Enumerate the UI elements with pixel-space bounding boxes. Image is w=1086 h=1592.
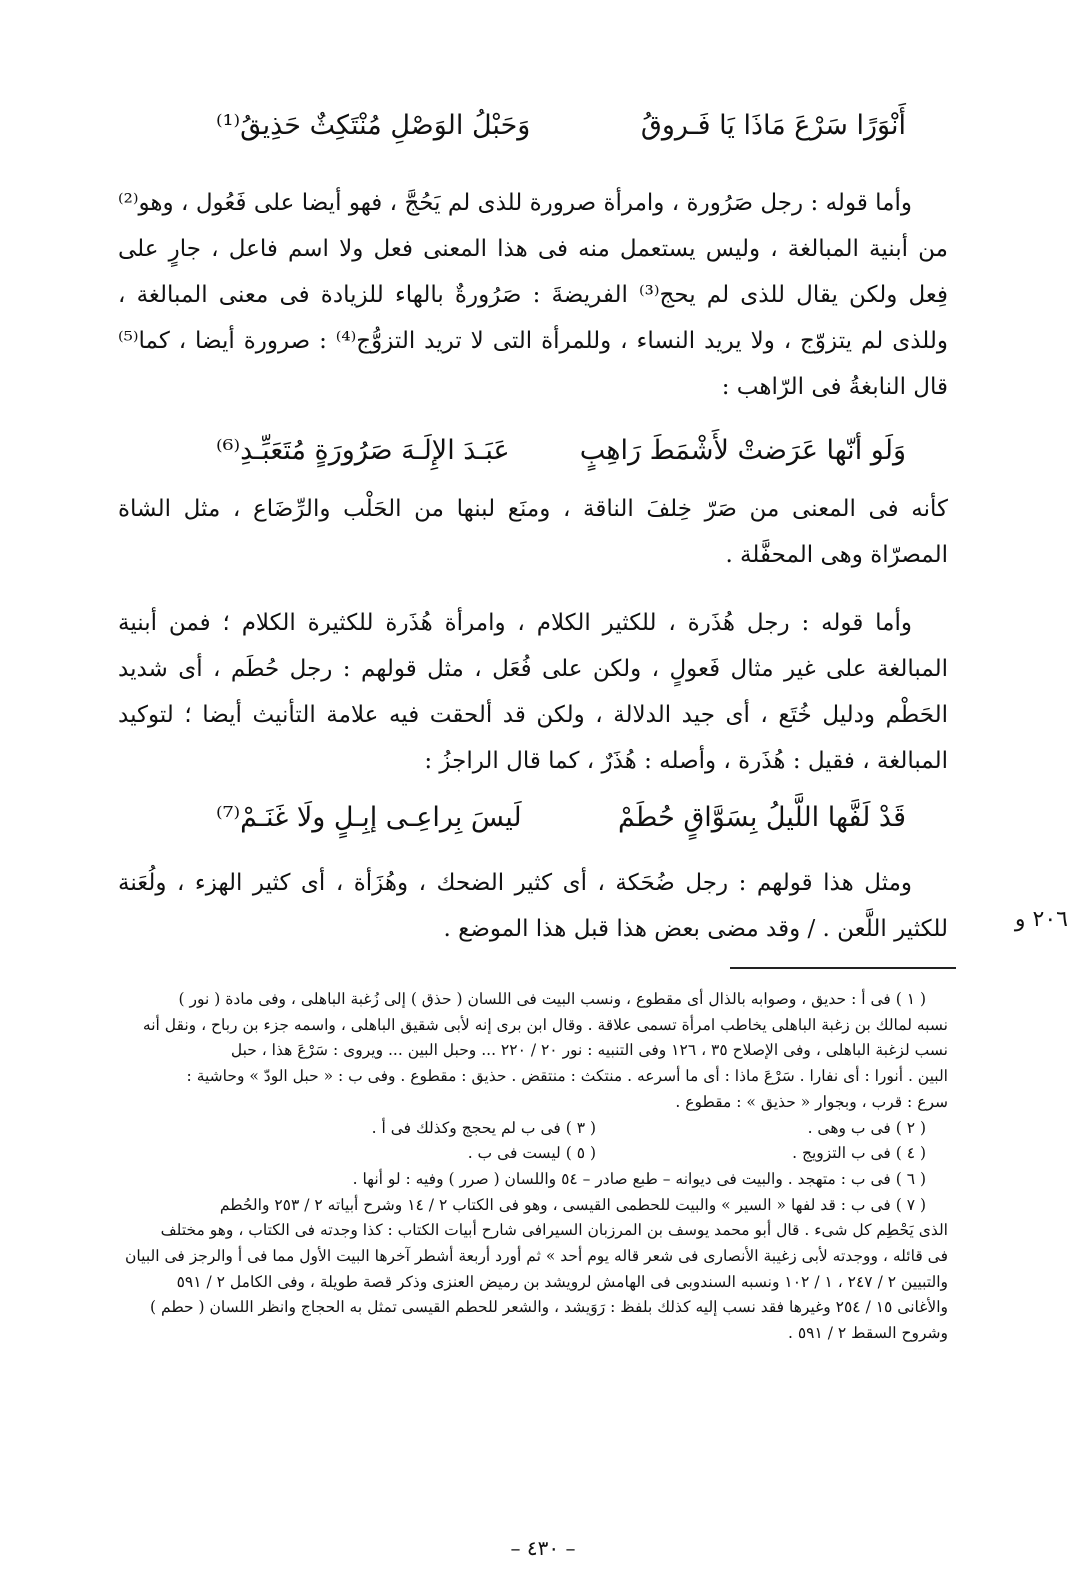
footnote-2: ( ٢ ) فى ب وهى . <box>807 1118 926 1137</box>
verse-2 <box>216 431 906 471</box>
footnote-7-line: والتبيين ٢ / ٢٤٧ ، ١ / ١٠٢ ونسبه السندوبى فى الهامش لرويشد بن رميض العنزى وذكر قصة طويلة ، وفى الكامل ٢ / ٥٩١ <box>176 1272 948 1291</box>
text-line: للكثير اللَّعن . / وقد مضى بعض هذا قبل هذا الموضع . <box>443 916 948 942</box>
footnote-pair <box>122 1116 948 1142</box>
text-line: وهى المحفَّلة . <box>725 542 863 568</box>
paragraph-duhaka <box>118 860 948 952</box>
text-line: وأما قوله : رجل صَرُورة ، وامرأة صرورة للذى لم يَحُجَّ ، فهو أيضا على فَعُول ، <box>181 190 912 216</box>
paragraph-hudhara <box>118 600 948 784</box>
footnote-5: ( ٥ ) ليست فى ب . <box>467 1144 596 1163</box>
footnote-pair <box>122 1141 948 1167</box>
footnote-3: ( ٣ ) فى ب لم يحجج وكذلك فى أ . <box>371 1118 596 1137</box>
text-line: كأنه فى المعنى من صَرّ خِلفَ الناقة ، ومنَع لبنها من الحَلْب والرِّضَاع ، مثل الشاة المصرّاة <box>118 496 948 568</box>
verse-3 <box>216 798 906 838</box>
text-line: هُذَرة ، وأصله : هُذَرٌ ، كما قال الراجزُ : <box>424 748 786 774</box>
verse-3-first-hemistich: قَدْ لَفَّها اللَّيلُ بِسَوَّاقٍ حُطَمْ <box>617 802 906 833</box>
footnote-7-line: ( ٧ ) فى ب : قد لفها « السير » والبيت للحطمى القيسى ، وهو فى الكتاب ٢ / ١٤ وشرح أبياته ٢ / ٢٥٣ والحُطم <box>219 1195 926 1214</box>
paragraph-musarrat <box>118 486 948 578</box>
footnote-1-line: البين . أنورا : أى نفارا . سَرْعَ ماذا : أى ما أسرعه . منتكث : منتقض . حذيق : مقطوع . وفى ب : « حبل الودّ » وحاشية : <box>186 1067 948 1086</box>
text-line: وأما قوله : رجل هُذَرة ، للكثير الكلام ، وامرأة هُذَرة للكثيرة الكلام ؛ فمن أبنية المبالغة <box>118 610 949 682</box>
text-line: لم يتزوّج ، ولا يريد النساء ، وللمرأة التى لا تريد التزوُّج⁽⁴⁾ : صرورة أيضا ، كما⁽⁵⁾ قال <box>118 328 948 400</box>
page-number: – ٤٣٠ – <box>510 1536 576 1560</box>
manuscript-folio-marker: ٢٠٦ و <box>1014 907 1068 932</box>
verse-3-second-hemistich: لَيسَ بِراعِـى إبِـلٍ ولَا غَنَـمْ⁽⁷⁾ <box>216 802 522 833</box>
footnote-7-line: الذى يَحْطِم كل شىء . قال أبو محمد يوسف بن المرزبان السيرافى شارح أبيات الكتاب : كذا وجدته فى الكتاب ، وهو مختلف <box>160 1221 948 1240</box>
verse-2-second-hemistich: عَبَـدَ الإِلَـهَ صَرُورَةٍ مُتَعَبِّـدِ⁽⁶⁾ <box>216 435 510 466</box>
verse-1-second-hemistich: وَحَبْلُ الوَصْلِ مُنْتَكِثٌ حَذِيقُ⁽¹⁾ <box>216 110 531 141</box>
footnote-1-line: نسبه لمالك بن زغبة الباهلى يخاطب امرأة تسمى علاقة . وقال ابن برى إنه لأبى شقيق الباهلى ، واسمه جزء بن رباح ، ونقل أنه <box>142 1015 948 1034</box>
footnote-7-line: والأغانى ١٥ / ٢٥٤ وغيرها فقد نسب إليه كذلك بلفظ : رَوَيشد ، والشعر للحطم القيسى تمثل به الحجاج وانظر اللسان ( حطم ) <box>150 1298 948 1317</box>
footnote-6: ( ٦ ) فى ب : متهجد . والبيت فى ديوانه – طبع صادر – ٥٤ واللسان ( صرر ) وفيه : لو أنها . <box>352 1169 926 1188</box>
footnote-separator <box>730 967 956 969</box>
footnote-1-line: ( ١ ) فى أ : حديق ، وصوابه بالذال أى مقطوع ، ونسب البيت فى اللسان ( حذق ) إلى زُغبة الباهلى ، وفى مادة ( نور ) <box>178 990 926 1008</box>
footnote-1-line: سرع : قرب ، وبجوار « حذيق » : مقطوع . <box>675 1092 948 1111</box>
footnote-1-line: نسب لزغبة الباهلى ، وفى الإصلاح ٣٥ ، ١٢٦ وفى التنبيه : نور ٢٠ / ٢٢٠ ... وحبل البين ... ويروى : سَرْعَ هذا ، حبل <box>230 1041 948 1060</box>
paragraph-sarura <box>118 180 948 410</box>
text-line: فِعل ولكن يقال للذى لم يحج⁽³⁾ الفريضةَ : صَرُورةٌ بالهاء للزيادة فى معنى المبالغة ، وللذى <box>118 282 948 354</box>
verse-1-first-hemistich: أَنْوَرًا سَرْعَ مَاذَا يَا فَـروقُ <box>640 110 906 141</box>
verse-2-first-hemistich: وَلَو أنّها عَرَضتْ لأَشْمَطَ رَاهِبٍ <box>579 435 906 466</box>
footnote-7-line: وشروح السقط ٢ / ٥٩١ . <box>787 1324 948 1343</box>
text-line: ومثل هذا قولهم : رجل ضُحَكة ، أى كثير الضحك ، وهُزَأة ، أى كثير الهزء ، ولُعَنة <box>118 870 912 896</box>
footnotes <box>122 987 948 1347</box>
footnote-4: ( ٤ ) فى ب التزويج . <box>792 1144 926 1163</box>
verse-1 <box>216 106 906 146</box>
text-line: خُتَع ، أى جيد الدلالة ، ولكن قد ألحقت فيه علامة التأنيث أيضا ؛ لتوكيد المبالغة ، فقيل : <box>118 702 948 774</box>
text-line: النابغةُ فى الرّاهب : <box>721 374 906 400</box>
text-line: على غير مثال فَعولٍ ، ولكن على فُعَل ، مثل قولهم : رجل حُطَم ، أى شديد الحَطْم ودليل <box>118 656 948 728</box>
text-line: وهو⁽²⁾ من أبنية المبالغة ، وليس يستعمل منه فى هذا المعنى فعل ولا اسم فاعل ، جارٍ على <box>118 190 948 262</box>
footnote-7-line: فى قائله ، ووجدته لأبى زغيبة الأنصارى فى شعر قاله يوم أحد » ثم أورد أربعة أشطر آخرها البيت الأول مما فى أ والرجز فى البيان <box>125 1247 948 1266</box>
